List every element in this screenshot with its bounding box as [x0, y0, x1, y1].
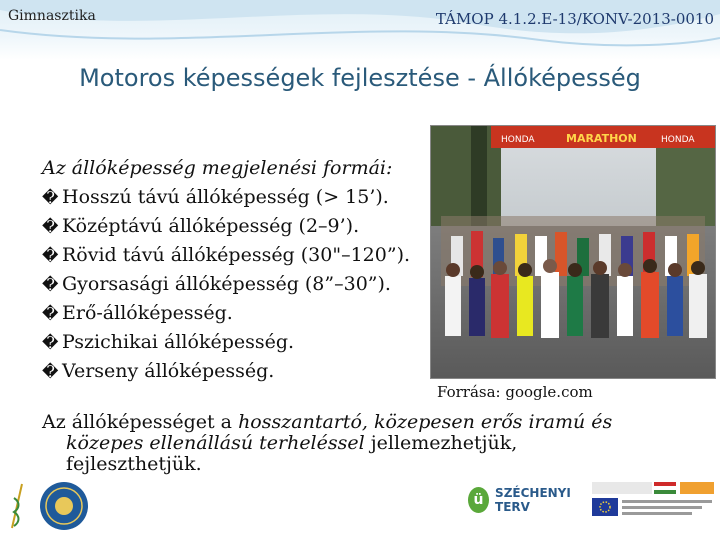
header-project-code: TÁMOP 4.1.2.E-13/KONV-2013-0010 — [435, 10, 714, 28]
bullet-glyph: � — [42, 333, 59, 352]
forms-intro: Az állóképesség megjelenési formái: — [42, 157, 393, 179]
bullet-glyph: � — [42, 188, 59, 207]
list-item — [42, 241, 442, 270]
summary-text-2: jellemezhetjük, — [364, 432, 518, 454]
banner-text-right: HONDA — [661, 135, 695, 145]
list-item — [42, 357, 442, 386]
bullet-glyph: � — [42, 246, 59, 265]
header-wave-decoration — [0, 0, 720, 60]
szechenyi-icon: ü — [468, 487, 489, 513]
szechenyi-text: SZÉCHENYI TERV — [495, 486, 571, 514]
list-item-text: Pszichikai állóképesség. — [62, 331, 295, 353]
list-item — [42, 212, 442, 241]
summary-text-3: fejleszthetjük. — [66, 453, 202, 475]
photo-source: Forrása: google.com — [437, 383, 593, 401]
bullet-glyph: � — [42, 217, 59, 236]
list-item-text: Hosszú távú állóképesség (> 15’). — [62, 186, 389, 208]
list-item-text: Gyorsasági állóképesség (8”–30”). — [62, 273, 391, 295]
szechenyi-logo — [468, 482, 588, 518]
list-item-text: Verseny állóképesség. — [62, 360, 275, 382]
list-item — [42, 328, 442, 357]
forms-list — [42, 154, 442, 386]
bullet-glyph: � — [42, 304, 59, 323]
summary-paragraph — [42, 412, 662, 475]
banner-text-left: HONDA — [501, 135, 535, 145]
list-item — [42, 183, 442, 212]
bullet-glyph: � — [42, 362, 59, 381]
bullet-glyph: � — [42, 275, 59, 294]
list-item-text: Rövid távú állóképesség (30"–120”). — [62, 244, 411, 266]
summary-emphasis-2: közepes ellenállású terheléssel — [66, 432, 365, 454]
banner-text-center: MARATHON — [566, 132, 637, 145]
runners-crowd — [441, 216, 707, 338]
list-item — [42, 299, 442, 328]
summary-emphasis: hosszantartó, közepesen erős iramú és — [238, 411, 613, 433]
university-seal-logo — [6, 478, 90, 534]
slide-title: Motoros képességek fejlesztése - Állóképesség — [79, 64, 641, 92]
header-subject: Gimnasztika — [8, 8, 96, 24]
list-item-text: Középtávú állóképesség (2–9’). — [62, 215, 360, 237]
summary-text: Az állóképességet a — [42, 411, 239, 433]
marathon-photo — [430, 125, 716, 379]
list-item-text: Erő-állóképesség. — [62, 302, 233, 324]
eu-funding-logo — [592, 482, 714, 518]
list-item — [42, 270, 442, 299]
